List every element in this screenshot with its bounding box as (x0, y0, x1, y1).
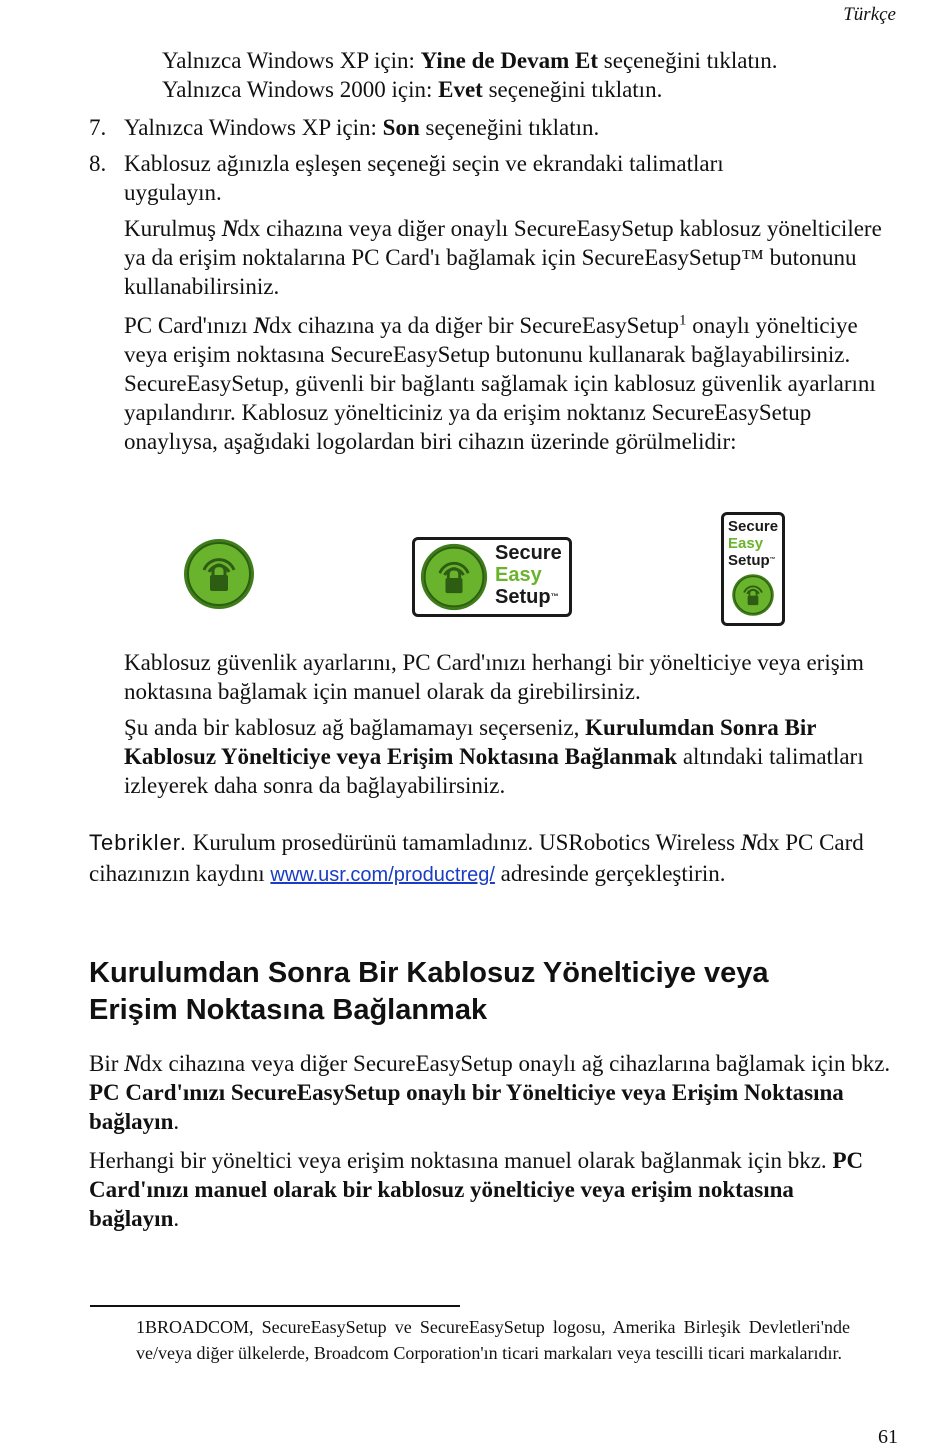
logo-word-secure: Secure (728, 518, 779, 535)
secure-easy-setup-tall-logo (721, 512, 785, 626)
step7-text (124, 113, 884, 142)
padlock-wifi-icon (731, 573, 775, 617)
step8-line2: uygulayın. (124, 180, 222, 205)
congratulations-paragraph (89, 827, 899, 891)
step8-line1: Kablosuz ağınızla eşleşen seçeneği seçin ve ekrandaki talimatları (124, 151, 724, 176)
n-logo-letter: N (221, 216, 238, 241)
n-logo-letter: N (253, 313, 269, 338)
text: Kurulum prosedürünü tamamladınız. USRobotics Wireless (187, 830, 741, 855)
text: . (173, 1109, 180, 1134)
pccard-paragraph (124, 311, 889, 456)
logo-word-setup (728, 552, 776, 569)
installed-device-paragraph (124, 214, 884, 301)
language-label: Türkçe (843, 4, 896, 25)
secure-easy-setup-wide-logo (412, 537, 572, 617)
manual-settings-paragraph: Kablosuz güvenlik ayarlarını, PC Card'ınızı herhangi bir yönelticiye veya erişim noktasına bağlamak için manuel olarak da girebilirsiniz. (124, 650, 864, 704)
trademark: ™ (550, 592, 559, 601)
text: adresinde gerçekleştirin. (494, 861, 726, 886)
text: Kurulmuş (124, 216, 222, 241)
text: Setup (495, 586, 551, 608)
text: dx cihazına veya diğer SecureEasySetup onaylı ağ cihazlarına bağlamak için bkz. (139, 1051, 891, 1076)
footnote-marker: 1 (679, 312, 687, 329)
text: Yalnızca Windows XP için: (162, 48, 421, 73)
padlock-wifi-icon (182, 537, 256, 611)
text: onaylı yönelticiye veya erişim noktasına SecureEasySetup butonunu kullanarak bağlayabilirsiniz. SecureEasySetup, güvenli bir bağlantı sağlamak için kablosuz güvenlik ayarlarını yapılandırır. Kablosuz yönelticiniz ya da erişim noktanız SecureEasySetup onaylıysa, aşağıdaki logolardan biri cihazın üzerinde görülmelidir: (124, 313, 876, 454)
footnote-divider (90, 1305, 460, 1307)
padlock-wifi-icon (419, 542, 489, 612)
text: Bir (89, 1051, 125, 1076)
step7-number: 7. (89, 115, 107, 140)
text: dx cihazına veya diğer onaylı SecureEasySetup kablosuz yönelticilere ya da erişim noktalarına PC Card'ı bağlamak için SecureEasySetup™ butonunu kullanabilirsiniz. (124, 216, 882, 299)
page-number: 61 (878, 1426, 898, 1448)
text: . (173, 1206, 180, 1231)
section-reference: Kurulumdan Sonra Bir Kablosuz Yönelticiye veya Erişim Noktasına Bağlanmak (124, 715, 817, 769)
n-logo-letter: N (740, 830, 757, 855)
text: Herhangi bir yöneltici veya erişim noktasına manuel olarak bağlanmak için bkz. (89, 1148, 833, 1173)
logo-word-easy: Easy (495, 564, 542, 586)
logo-word-secure: Secure (495, 542, 562, 564)
text: Yalnızca Windows 2000 için: (162, 77, 439, 102)
bold-text: Evet (438, 77, 483, 102)
text: dx cihazına ya da diğer bir SecureEasySetup (269, 313, 680, 338)
n-logo-letter: N (124, 1051, 140, 1076)
secure-easy-setup-round-logo (182, 537, 256, 611)
section-paragraph-2 (89, 1146, 879, 1233)
text: seçeneğini tıklatın. (598, 48, 778, 73)
product-registration-link[interactable]: www.usr.com/productreg/ (270, 864, 495, 886)
logo-word-setup (495, 586, 559, 608)
bold-text: Yine de Devam Et (420, 48, 599, 73)
trademark: ™ (769, 557, 776, 563)
text: PC Card'ınızı (124, 313, 254, 338)
w2000-yes-line (162, 75, 882, 104)
section-paragraph-1 (89, 1049, 899, 1136)
footnote: 1BROADCOM, SecureEasySetup ve SecureEasySetup logosu, Amerika Birleşik Devletleri'nde ve/veya diğer ülkelerde, Broadcom Corporation'ın ticari markaları veya tescilli ticari markalarıdır. (136, 1317, 850, 1363)
connect-later-paragraph (124, 713, 894, 800)
text: Yalnızca Windows XP için: (124, 115, 383, 140)
text: seçeneğini tıklatın. (482, 77, 663, 102)
xp-continue-line (162, 46, 882, 75)
text: Setup (728, 552, 770, 569)
text: Şu anda bir kablosuz ağ bağlamamayı seçerseniz, (124, 715, 586, 740)
section-reference: PC Card'ınızı manuel olarak bir kablosuz yönelticiye veya erişim noktasına bağlayın (89, 1148, 864, 1231)
congrats-label: Tebrikler. (89, 830, 188, 855)
section-heading: Kurulumdan Sonra Bir Kablosuz Yönelticiye veya Erişim Noktasına Bağlanmak (89, 957, 769, 1026)
logo-word-easy: Easy (728, 535, 764, 552)
bold-text: Son (382, 115, 420, 140)
text: dx PC Card cihazınızın kaydını (89, 830, 864, 886)
text: seçeneğini tıklatın. (419, 115, 600, 140)
section-reference: PC Card'ınızı SecureEasySetup onaylı bir Yönelticiye veya Erişim Noktasına bağlayın (89, 1080, 844, 1134)
text: altındaki talimatları izleyerek daha sonra da bağlayabilirsiniz. (124, 744, 864, 798)
step8-number: 8. (89, 151, 107, 176)
